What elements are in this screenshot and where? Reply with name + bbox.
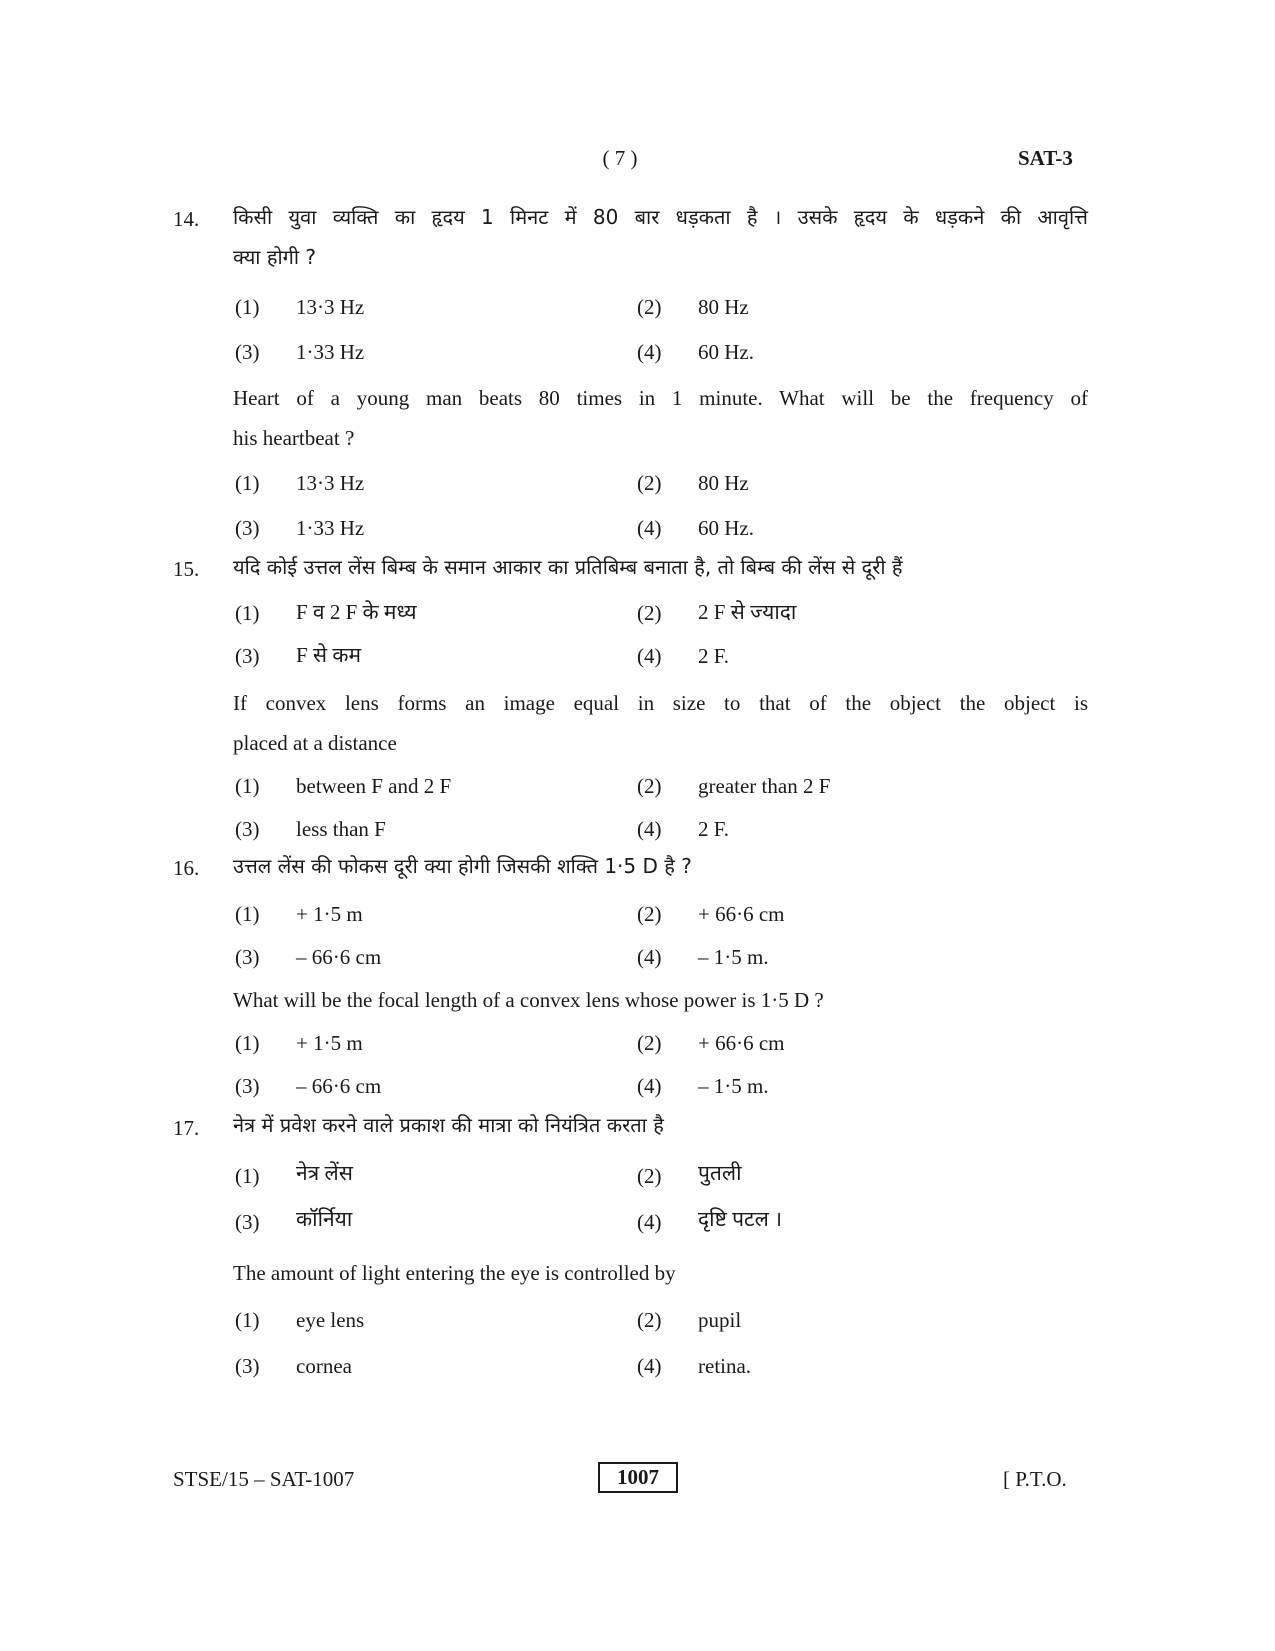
option-text: 2 F. xyxy=(698,817,729,841)
option-text: + 66·6 cm xyxy=(698,1031,785,1055)
option-text: 13·3 Hz xyxy=(296,471,365,495)
option-text: 60 Hz. xyxy=(698,340,754,364)
question-text-hindi: नेत्र में प्रवेश करने वाले प्रकाश की मात्रा को नियंत्रित करता है xyxy=(233,1113,664,1137)
option-text: F से कम xyxy=(296,643,362,667)
option-number: (2) xyxy=(637,295,662,319)
option-text: 60 Hz. xyxy=(698,516,754,540)
option-text: 13·3 Hz xyxy=(296,295,365,319)
option-number: (2) xyxy=(637,902,662,926)
option-number: (1) xyxy=(235,1164,260,1188)
option-text: – 1·5 m. xyxy=(698,945,769,969)
option-number: (4) xyxy=(637,1354,662,1378)
question-text-hindi: उत्तल लेंस की फोकस दूरी क्या होगी जिसकी शक्ति 1·5 D है ? xyxy=(233,854,692,878)
option-text: + 1·5 m xyxy=(296,902,363,926)
option-number: (4) xyxy=(637,817,662,841)
option-text: less than F xyxy=(296,817,386,841)
question-text-english-cont: placed at a distance xyxy=(233,731,397,755)
option-number: (2) xyxy=(637,1031,662,1055)
option-number: (1) xyxy=(235,1031,260,1055)
option-number: (4) xyxy=(637,945,662,969)
question-text-english: The amount of light entering the eye is controlled by xyxy=(233,1261,676,1285)
option-number: (1) xyxy=(235,902,260,926)
paper-code: SAT-3 xyxy=(1018,146,1073,170)
option-text: नेत्र लेंस xyxy=(296,1161,353,1185)
option-text: – 66·6 cm xyxy=(296,1074,382,1098)
question-number: 14. xyxy=(173,207,200,231)
question-number: 15. xyxy=(173,557,200,581)
option-number: (4) xyxy=(637,644,662,668)
option-text: 1·33 Hz xyxy=(296,516,365,540)
option-text: – 66·6 cm xyxy=(296,945,382,969)
option-number: (1) xyxy=(235,471,260,495)
footer-pto: [ P.T.O. xyxy=(1003,1467,1067,1491)
option-text: – 1·5 m. xyxy=(698,1074,769,1098)
option-number: (3) xyxy=(235,516,260,540)
option-number: (2) xyxy=(637,471,662,495)
option-number: (4) xyxy=(637,340,662,364)
option-text: 80 Hz xyxy=(698,471,749,495)
option-text: between F and 2 F xyxy=(296,774,452,798)
option-text: दृष्टि पटल । xyxy=(698,1207,783,1231)
option-number: (2) xyxy=(637,601,662,625)
option-number: (1) xyxy=(235,295,260,319)
option-number: (2) xyxy=(637,1308,662,1332)
question-number: 17. xyxy=(173,1116,200,1140)
option-number: (4) xyxy=(637,1210,662,1234)
question-text-english-cont: his heartbeat ? xyxy=(233,426,355,450)
option-number: (2) xyxy=(637,774,662,798)
option-number: (3) xyxy=(235,1210,260,1234)
question-text-hindi-cont: क्या होगी ? xyxy=(233,245,317,269)
option-text: retina. xyxy=(698,1354,752,1378)
option-number: (4) xyxy=(637,516,662,540)
option-number: (1) xyxy=(235,1308,260,1332)
option-text: greater than 2 F xyxy=(698,774,831,798)
option-number: (3) xyxy=(235,644,260,668)
option-number: (4) xyxy=(637,1074,662,1098)
option-number: (3) xyxy=(235,1354,260,1378)
option-text: 1·33 Hz xyxy=(296,340,365,364)
option-text: F व 2 F के मध्य xyxy=(296,600,417,624)
option-number: (1) xyxy=(235,601,260,625)
question-text-english: Heart of a young man beats 80 times in 1 minute. What will be the frequency of xyxy=(233,386,1088,410)
question-text-hindi: यदि कोई उत्तल लेंस बिम्ब के समान आकार का प्रतिबिम्ब बनाता है, तो बिम्ब की लेंस से दूरी हैं xyxy=(233,555,903,579)
question-text-english: If convex lens forms an image equal in size to that of the object the object is xyxy=(233,691,1088,715)
question-number: 16. xyxy=(173,856,200,880)
footer-page-box: 1007 xyxy=(598,1462,678,1493)
option-text: + 66·6 cm xyxy=(698,902,785,926)
option-text: पुतली xyxy=(698,1161,742,1185)
page-number: ( 7 ) xyxy=(602,146,638,170)
footer-paper-code: STSE/15 – SAT-1007 xyxy=(173,1467,355,1491)
option-number: (3) xyxy=(235,817,260,841)
question-text-hindi: किसी युवा व्यक्ति का हृदय 1 मिनट में 80 बार धड़कता है । उसके हृदय के धड़कने की आवृत्ति xyxy=(233,205,1088,229)
option-number: (2) xyxy=(637,1164,662,1188)
option-text: + 1·5 m xyxy=(296,1031,363,1055)
question-text-english: What will be the focal length of a convex lens whose power is 1·5 D ? xyxy=(233,988,824,1012)
option-number: (1) xyxy=(235,774,260,798)
option-text: eye lens xyxy=(296,1308,365,1332)
option-number: (3) xyxy=(235,340,260,364)
option-number: (3) xyxy=(235,1074,260,1098)
option-text: 2 F से ज्यादा xyxy=(698,600,797,624)
option-text: कॉर्निया xyxy=(296,1207,353,1231)
option-text: 80 Hz xyxy=(698,295,749,319)
option-text: pupil xyxy=(698,1308,742,1332)
option-text: cornea xyxy=(296,1354,352,1378)
option-text: 2 F. xyxy=(698,644,729,668)
option-number: (3) xyxy=(235,945,260,969)
